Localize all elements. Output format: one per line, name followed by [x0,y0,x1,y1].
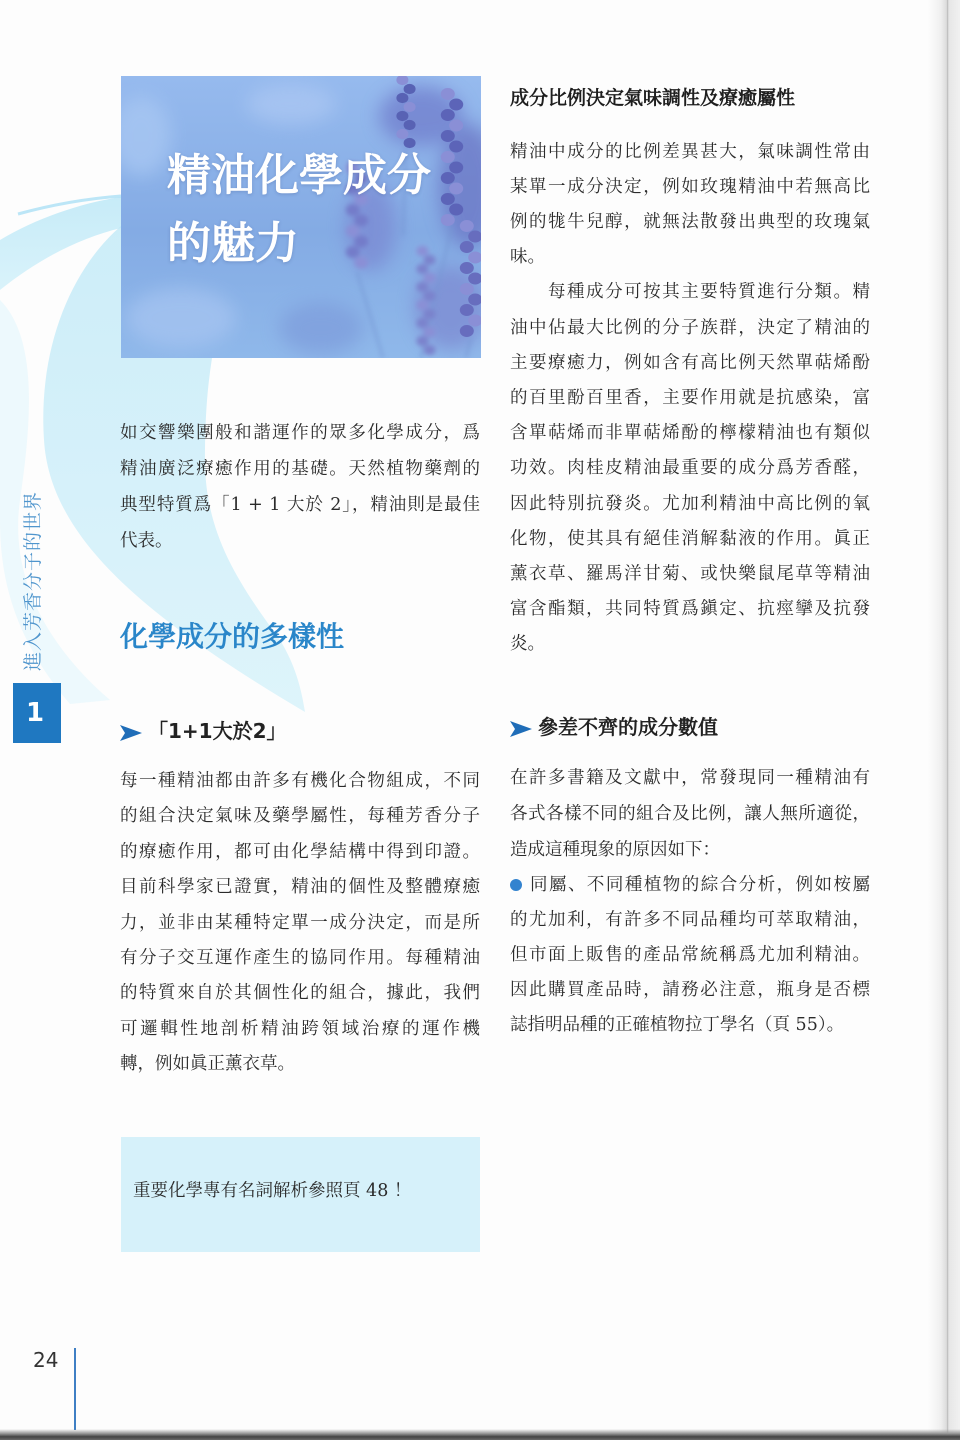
lavender-floret [404,102,416,112]
lavender-floret [396,93,408,103]
text-line: 主要療癒力，例如含有高比例天然單萜烯酚 [510,352,870,373]
text-line: 可邏輯性地剖析精油跨領域治療的運作機 [120,1018,480,1039]
text-line: 炎。 [510,634,545,655]
text-line: 誌指明品種的正確植物拉丁學名（頁 55）。 [510,1014,845,1035]
text-line: 功效。肉桂皮精油最重要的成分爲芳香醛， [510,458,870,479]
arrow-right-icon [120,725,142,741]
text-line: 有分子交互運作產生的協同作用。每種精油 [120,947,480,968]
subheading-text: 「1+1大於2」 [148,719,287,743]
text-line: 目前科學家已證實，精油的個性及整體療癒 [120,877,480,898]
page-number: 24 [33,1348,59,1372]
text-line: 代表。 [120,531,173,551]
lavender-floret [460,262,474,274]
lavender-floret [449,183,463,195]
chapter-number: 1 [25,698,45,728]
body-paragraph [120,764,480,1083]
body-paragraph [510,760,870,868]
text-line: 如交響樂團般和諧運作的眾多化學成分，爲 [120,423,480,443]
column-heading: 成分比例決定氣味調性及療癒屬性 [510,87,796,109]
text-line: 油中佔最大比例的分子族群，決定了精油的 [510,317,870,338]
intro-paragraph [120,415,480,559]
lavender-floret [449,120,463,132]
lavender-floret [416,318,428,328]
text-line: 例的牻牛兒醇，就無法散發出典型的玫瑰氣 [510,211,870,232]
lavender-floret [441,88,455,100]
bullet-item [510,868,870,1043]
text-line: 精油廣泛療癒作用的基礎。天然植物藥劑的 [120,459,480,479]
lavender-floret [449,204,463,216]
text-line: 在許多書籍及文獻中，常發現同一種精油有 [510,768,870,788]
text-line: 的組合決定氣味及藥學屬性，每種芳香分子 [120,806,480,827]
hero-title-line: 的魅力 [167,218,299,269]
lavender-floret [424,291,436,301]
callout-text: 重要化學專有名詞解析參照頁 48 ！ [133,1181,412,1201]
text-line: 薰衣草、羅馬洋甘菊、或快樂鼠尾草等精油 [510,563,870,584]
text-line: 的尤加利，有許多不同品種均可萃取精油， [510,909,870,930]
lavender-floret [416,300,428,310]
arrow-right-icon [510,721,532,737]
lavender-floret [441,151,455,163]
book-binding-shadow [928,0,960,1440]
lavender-floret [424,327,436,337]
bullet-dot-icon [510,879,522,891]
text-line: 力，並非由某種特定單一成分決定，而是所 [120,912,480,933]
text-line: 富含酯類，共同特質爲鎭定、抗痙攣及抗發 [510,599,870,620]
lavender-floret [441,214,455,226]
lavender-floret [396,129,408,139]
text-line: 造成這種現象的原因如下： [510,840,720,860]
text-line: 各式各樣不同的組合及比例，讓人無所適從， [510,804,870,824]
subheading-text: 參差不齊的成分數值 [538,715,718,739]
text-line: 典型特質爲「1 + 1 大於 2」，精油則是最佳 [120,495,480,515]
text-line: 的療癒作用，都可由化學結構中得到印證。 [120,841,480,862]
lavender-floret [416,282,428,292]
lavender-floret [449,162,463,174]
subheading [510,712,870,742]
hero-title [167,142,431,278]
lavender-floret [441,193,455,205]
text-line: 某單一成分決定，例如玫瑰精油中若無高比 [510,176,870,197]
lavender-floret [396,111,408,121]
section-label: 進入芳香分子的世界 [22,491,44,672]
lavender-floret [449,99,463,111]
section-heading: 化學成分的多樣性 [120,620,345,653]
page-number-rule [74,1348,76,1430]
lavender-floret [441,172,455,184]
lavender-floret [460,283,474,295]
text-line: 化物，使其具有絕佳消解黏液的作用。眞正 [510,528,870,549]
lavender-floret [404,84,416,94]
text-line: 因此購買產品時，請務必注意，瓶身是否標 [510,979,870,1000]
chapter-tab [13,683,61,743]
text-line: 的百里酚百里香，主要作用就是抗感染，富 [510,387,870,408]
lavender-floret [424,309,436,319]
lavender-floret [460,220,474,232]
lavender-floret [441,130,455,142]
lavender-floret [460,325,474,337]
subheading [120,716,480,746]
lavender-floret [416,336,428,346]
text-line: 味。 [510,246,545,267]
text-line: 每種成分可按其主要特質進行分類。精 [548,282,870,303]
hero-title-line: 精油化學成分 [167,150,431,201]
body-paragraph [510,275,870,662]
lavender-floret [404,120,416,130]
lavender-floret [441,109,455,121]
lavender-floret [460,241,474,253]
text-line: 的特質來自於其個性化的組合，據此，我們 [120,983,480,1004]
text-line: 同屬、不同種植物的綜合分析，例如桉屬 [530,874,870,895]
lavender-floret [460,304,474,316]
text-line: 但市面上販售的產品常統稱爲尤加利精油。 [510,944,870,965]
text-line: 轉，例如眞正薰衣草。 [120,1054,295,1075]
callout-box [121,1137,480,1252]
text-line: 含單萜烯而非單萜烯酚的檸檬精油也有類似 [510,423,870,444]
text-line: 因此特別抗發炎。尤加利精油中高比例的氧 [510,493,870,514]
lavender-floret [449,141,463,153]
body-paragraph [510,135,870,275]
scan-bottom-edge [0,1429,960,1440]
lavender-floret [424,345,436,355]
text-line: 精油中成分的比例差異甚大，氣味調性常由 [510,141,870,162]
hero-banner [121,76,481,358]
text-line: 每一種精油都由許多有機化合物組成，不同 [120,771,480,791]
